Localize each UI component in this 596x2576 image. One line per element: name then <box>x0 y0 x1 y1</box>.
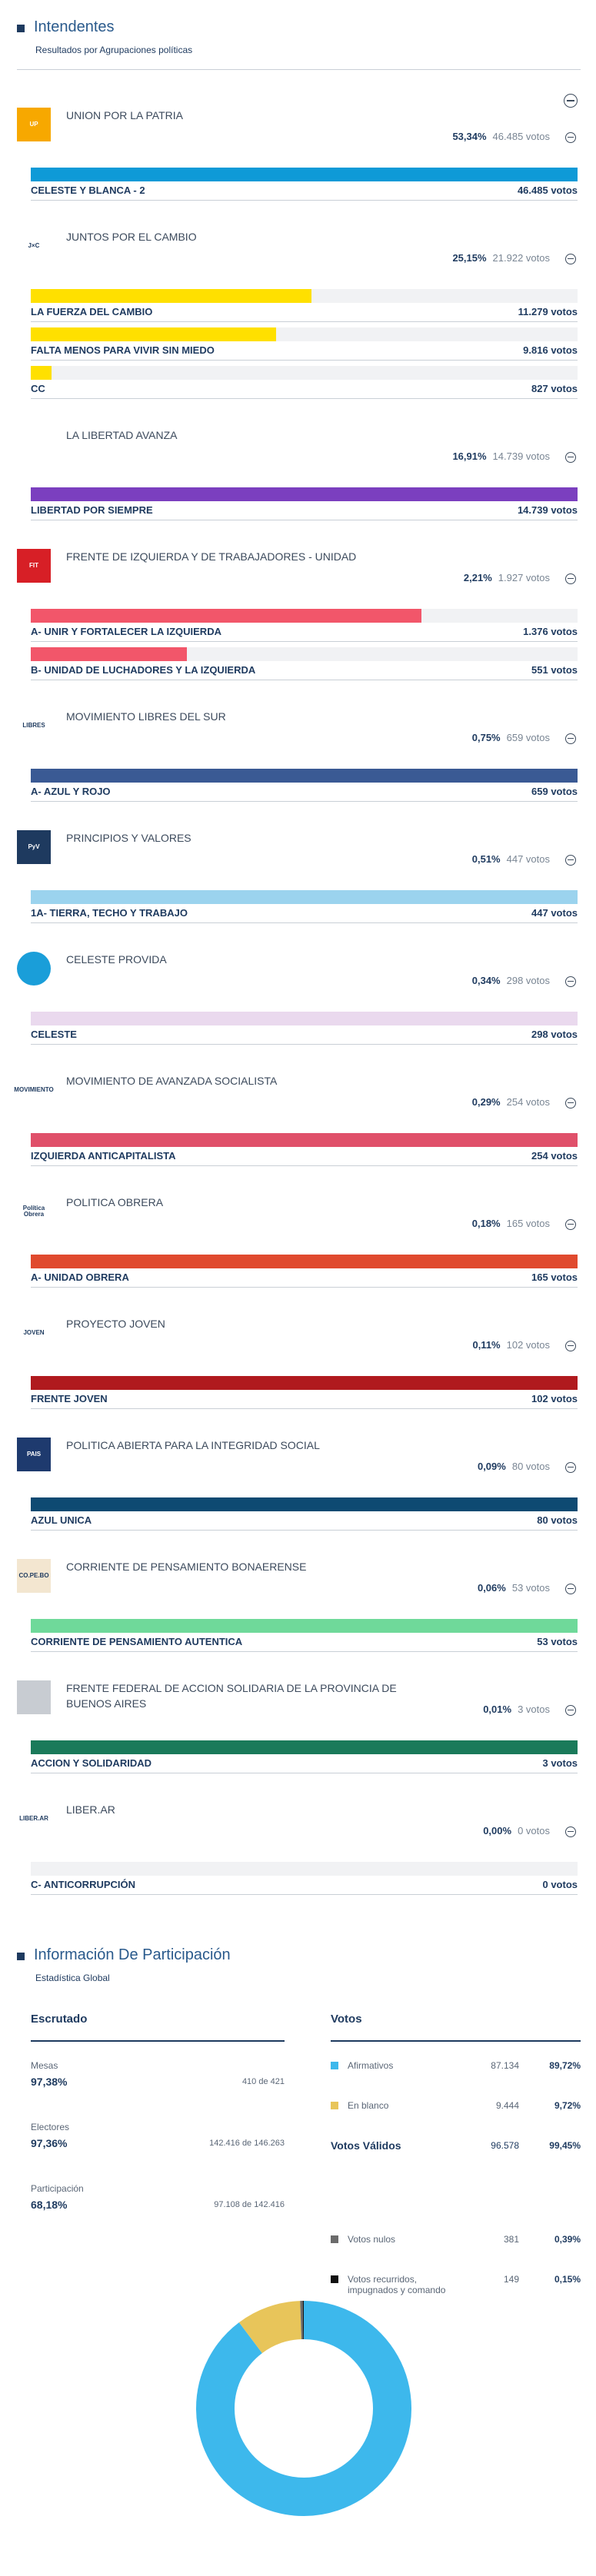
participacion-subtitle: Estadística Global <box>35 1973 110 1983</box>
nulos-pct: 0,39% <box>554 2234 581 2245</box>
agrupacion-item <box>0 1414 596 1536</box>
participacion-detail: 97.108 de 142.416 <box>214 2200 285 2209</box>
lista-votos: 1.376 votos <box>523 626 578 637</box>
lista-bar-fill <box>31 1376 578 1390</box>
agrupacion-stats <box>472 975 550 986</box>
agrupacion-stats <box>472 1339 550 1351</box>
mesas-stat <box>31 2042 285 2103</box>
electores-label: Electores <box>31 2122 70 2132</box>
lista-bar-fill <box>31 1497 578 1511</box>
lista-votos: 827 votos <box>531 383 578 394</box>
agrupacion-item <box>0 206 596 404</box>
agrupacion-stats <box>452 131 550 142</box>
agrupacion-pct: 0,75% <box>471 732 501 743</box>
agrupacion-stats <box>452 450 550 462</box>
agrupacion-logo <box>17 1680 51 1714</box>
lista-name: AZUL UNICA <box>31 1514 92 1526</box>
divider <box>31 1530 578 1531</box>
lista-row <box>31 1491 578 1530</box>
electores-stat <box>31 2103 285 2165</box>
blanco-pct: 9,72% <box>554 2100 581 2111</box>
collapse-icon[interactable] <box>565 1341 576 1351</box>
participacion-header <box>0 1928 596 2013</box>
lista-name: 1A- TIERRA, TECHO Y TRABAJO <box>31 907 188 919</box>
agrupacion-logo-text: CO.PE.BO <box>18 1572 49 1579</box>
collapse-icon[interactable] <box>565 132 576 143</box>
blanco-row <box>331 2082 581 2122</box>
agrupacion-logo <box>17 108 51 141</box>
agrupacion-item <box>0 1050 596 1172</box>
agrupacion-stats <box>483 1825 550 1836</box>
lista-row <box>31 1613 578 1651</box>
agrupacion-votos: 1.927 votos <box>498 572 550 583</box>
agrupacion-logo <box>17 427 51 461</box>
collapse-icon[interactable] <box>565 254 576 264</box>
donut-svg <box>192 2297 415 2520</box>
lista-name: CORRIENTE DE PENSAMIENTO AUTENTICA <box>31 1636 243 1647</box>
lista-name: LIBERTAD POR SIEMPRE <box>31 504 153 516</box>
agrupacion-stats <box>452 252 550 264</box>
lista-row <box>31 321 578 360</box>
votos-donut-chart <box>0 2266 596 2558</box>
lista-name: A- UNIDAD OBRERA <box>31 1271 129 1283</box>
divider <box>31 1408 578 1409</box>
lista-bar-track <box>31 1862 578 1876</box>
agrupacion-name: CELESTE PROVIDA <box>66 953 167 966</box>
donut-slice-afirmativos[interactable] <box>215 2320 392 2497</box>
lista-votos: 46.485 votos <box>517 184 578 196</box>
agrupacion-item <box>0 1779 596 1900</box>
agrupacion-pct: 16,91% <box>452 450 487 462</box>
agrupacion-stats <box>472 1096 550 1108</box>
lista-votos: 165 votos <box>531 1271 578 1283</box>
lista-name: IZQUIERDA ANTICAPITALISTA <box>31 1150 176 1162</box>
agrupacion-logo-text: PAIS <box>26 1451 42 1458</box>
lista-name: B- UNIDAD DE LUCHADORES Y LA IZQUIERDA <box>31 664 256 676</box>
lista-row <box>31 360 578 398</box>
intendentes-header <box>0 0 596 85</box>
agrupacion-logo <box>17 709 51 743</box>
afirmativos-label: Afirmativos <box>348 2060 394 2071</box>
agrupacion-logo-text: Política Obrera <box>22 1205 45 1218</box>
participacion-title: Información De Participación <box>34 1946 231 1963</box>
agrupacion-logo-text: PyV <box>28 843 40 850</box>
agrupacion-pct: 0,11% <box>472 1339 501 1351</box>
electores-pct: 97,36% <box>31 2137 68 2149</box>
lista-name: ACCION Y SOLIDARIDAD <box>31 1757 151 1769</box>
agrupacion-item <box>0 526 596 686</box>
agrupacion-logo-text: J×C <box>28 242 40 249</box>
agrupacion-pct: 2,21% <box>463 572 492 583</box>
agrupacion-header[interactable] <box>0 929 596 1005</box>
agrupacion-votos: 53 votos <box>511 1582 550 1594</box>
agrupacion-pct: 53,34% <box>452 131 487 142</box>
mesas-label: Mesas <box>31 2060 58 2071</box>
lista-votos: 9.816 votos <box>523 344 578 356</box>
agrupacion-logo <box>17 952 51 986</box>
lista-votos: 14.739 votos <box>517 504 578 516</box>
agrupacion-name: LIBER.AR <box>66 1803 115 1816</box>
lista-name: A- AZUL Y ROJO <box>31 786 111 797</box>
collapse-icon[interactable] <box>565 573 576 584</box>
lista-bar-fill <box>31 647 187 661</box>
nulos-swatch <box>331 2235 338 2243</box>
mesas-detail: 410 de 421 <box>241 2077 285 2086</box>
nulos-label: Votos nulos <box>348 2234 396 2245</box>
lista-row <box>31 1127 578 1165</box>
agrupacion-logo-text: FIT <box>29 562 38 569</box>
lista-row <box>31 1370 578 1408</box>
agrupacion-header[interactable] <box>0 1779 596 1856</box>
agrupacion-votos: 3 votos <box>518 1703 550 1715</box>
nulos-num: 381 <box>503 2234 519 2245</box>
agrupacion-name: CORRIENTE DE PENSAMIENTO BONAERENSE <box>66 1561 307 1573</box>
agrupacion-stats <box>472 853 550 865</box>
lista-bar-fill <box>31 1012 578 1025</box>
agrupacion-logo-text: UP <box>29 121 38 128</box>
lista-bar-fill <box>31 1619 578 1633</box>
recurridos-label: Votos recurridos, impugnados y comando <box>348 2274 446 2295</box>
lista-votos: 551 votos <box>531 664 578 676</box>
lista-row <box>31 283 578 321</box>
afirmativos-pct: 89,72% <box>549 2060 581 2071</box>
collapse-icon[interactable] <box>565 1462 576 1473</box>
agrupacion-logo-text: LIBER.AR <box>19 1815 48 1822</box>
agrupacion-name: FRENTE DE IZQUIERDA Y DE TRABAJADORES - UNIDAD <box>66 550 357 563</box>
page-title: Intendentes <box>34 18 115 35</box>
divider <box>31 1651 578 1652</box>
participacion-pct: 68,18% <box>31 2199 68 2211</box>
agrupacion-stats <box>483 1703 550 1715</box>
blanco-swatch <box>331 2102 338 2109</box>
agrupacion-votos: 447 votos <box>506 853 550 865</box>
lista-bar-fill <box>31 168 578 181</box>
donut-slice-blanco[interactable] <box>251 2320 301 2338</box>
agrupacion-name: PRINCIPIOS Y VALORES <box>66 832 191 844</box>
escrutado-title: Escrutado <box>31 2013 88 2026</box>
lista-votos: 254 votos <box>531 1150 578 1162</box>
collapse-icon[interactable] <box>565 976 576 987</box>
lista-row <box>31 641 578 680</box>
divider <box>31 1287 578 1288</box>
agrupacion-stats <box>464 572 550 583</box>
lista-bar-fill <box>31 289 311 303</box>
agrupacion-header[interactable] <box>0 206 596 283</box>
collapse-icon[interactable] <box>565 733 576 744</box>
nulos-row <box>331 2215 581 2255</box>
afirmativos-num: 87.134 <box>491 2060 519 2071</box>
agrupacion-stats <box>472 732 550 743</box>
lista-name: FALTA MENOS PARA VIVIR SIN MIEDO <box>31 344 215 356</box>
agrupacion-name: JUNTOS POR EL CAMBIO <box>66 231 197 243</box>
lista-votos: 3 votos <box>542 1757 578 1769</box>
lista-bar-fill <box>31 327 276 341</box>
agrupacion-pct: 25,15% <box>452 252 487 264</box>
section-marker <box>17 1953 25 1960</box>
collapse-icon[interactable] <box>565 1826 576 1837</box>
agrupacion-stats <box>472 1218 550 1229</box>
lista-bar-fill <box>31 1255 578 1268</box>
mesas-pct: 97,38% <box>31 2076 68 2088</box>
recurridos-num: 149 <box>503 2274 519 2285</box>
agrupacion-pct: 0,06% <box>477 1582 506 1594</box>
divider <box>31 200 578 201</box>
agrupacion-votos: 21.922 votos <box>492 252 550 264</box>
agrupacion-logo <box>17 1195 51 1228</box>
collapse-icon[interactable] <box>565 855 576 866</box>
agrupacion-header[interactable] <box>0 1657 596 1734</box>
collapse-icon[interactable] <box>565 1219 576 1230</box>
participacion-label: Participación <box>31 2183 84 2194</box>
agrupacion-header[interactable] <box>0 1172 596 1248</box>
agrupacion-pct: 0,51% <box>471 853 501 865</box>
agrupacion-votos: 254 votos <box>506 1096 550 1108</box>
agrupacion-pct: 0,01% <box>483 1703 512 1715</box>
lista-row <box>31 1734 578 1773</box>
escrutado-column <box>31 2013 285 2226</box>
agrupacion-item <box>0 1536 596 1657</box>
agrupacion-name: MOVIMIENTO DE AVANZADA SOCIALISTA <box>66 1075 278 1087</box>
participacion-stat <box>31 2165 285 2226</box>
collapse-icon[interactable] <box>565 1584 576 1594</box>
lista-bar-fill <box>31 366 52 380</box>
agrupacion-pct: 0,00% <box>483 1825 512 1836</box>
lista-row <box>31 1005 578 1044</box>
agrupacion-pct: 0,34% <box>471 975 501 986</box>
agrupacion-logo <box>17 830 51 864</box>
agrupacion-name: PROYECTO JOVEN <box>66 1318 165 1330</box>
lista-votos: 0 votos <box>542 1879 578 1890</box>
agrupacion-pct: 0,18% <box>471 1218 501 1229</box>
agrupacion-header[interactable] <box>0 1536 596 1613</box>
lista-votos: 659 votos <box>531 786 578 797</box>
agrupacion-stats <box>478 1461 550 1472</box>
agrupacion-votos: 14.739 votos <box>492 450 550 462</box>
validos-label: Votos Válidos <box>331 2139 401 2152</box>
agrupacion-item <box>0 929 596 1050</box>
agrupacion-header[interactable] <box>0 85 596 161</box>
validos-num: 96.578 <box>491 2140 519 2151</box>
agrupacion-header[interactable] <box>0 1050 596 1127</box>
lista-row <box>31 481 578 520</box>
lista-name: CELESTE Y BLANCA - 2 <box>31 184 145 196</box>
votos-title: Votos <box>331 2013 362 2026</box>
lista-votos: 102 votos <box>531 1393 578 1404</box>
lista-row <box>31 161 578 200</box>
agrupacion-header[interactable] <box>0 526 596 603</box>
agrupacion-logo-text: MOVIMIENTO <box>14 1086 54 1093</box>
lista-name: CC <box>31 383 45 394</box>
agrupacion-logo <box>17 1438 51 1471</box>
divider <box>31 922 578 923</box>
agrupacion-name: FRENTE FEDERAL DE ACCION SOLIDARIA DE LA PROVINCIA DE BUENOS AIRES <box>66 1682 397 1710</box>
collapse-icon[interactable] <box>565 1098 576 1109</box>
agrupacion-logo-text: JOVEN <box>23 1329 45 1336</box>
agrupacion-votos: 298 votos <box>506 975 550 986</box>
recurridos-pct: 0,15% <box>554 2274 581 2285</box>
agrupacion-logo <box>17 229 51 263</box>
lista-name: LA FUERZA DEL CAMBIO <box>31 306 153 317</box>
lista-votos: 11.279 votos <box>518 306 578 317</box>
validos-row <box>331 2122 581 2162</box>
agrupacion-item <box>0 85 596 206</box>
agrupacion-header[interactable] <box>0 807 596 884</box>
participacion-panel <box>0 2013 596 2295</box>
blanco-num: 9.444 <box>495 2100 519 2111</box>
lista-bar-track <box>31 366 578 380</box>
divider <box>31 1894 578 1895</box>
agrupacion-name: MOVIMIENTO LIBRES DEL SUR <box>66 710 226 723</box>
lista-bar-fill <box>31 487 578 501</box>
agrupacion-votos: 102 votos <box>506 1339 550 1351</box>
lista-name: C- ANTICORRUPCIÓN <box>31 1879 136 1890</box>
agrupacion-item <box>0 1293 596 1414</box>
lista-row <box>31 603 578 641</box>
collapse-icon[interactable] <box>565 1705 576 1716</box>
agrupacion-header[interactable] <box>0 1414 596 1491</box>
lista-name: CELESTE <box>31 1029 77 1040</box>
agrupacion-votos: 46.485 votos <box>492 131 550 142</box>
section-marker <box>17 25 25 32</box>
lista-row <box>31 1856 578 1894</box>
blanco-label: En blanco <box>348 2100 389 2111</box>
agrupacion-name: POLITICA OBRERA <box>66 1196 164 1208</box>
lista-row <box>31 763 578 801</box>
lista-bar-fill <box>31 769 578 783</box>
lista-votos: 53 votos <box>537 1636 578 1647</box>
votos-column <box>331 2013 581 2295</box>
agrupacion-name: LA LIBERTAD AVANZA <box>66 429 178 441</box>
agrupacion-name: UNION POR LA PATRIA <box>66 109 183 121</box>
divider <box>17 69 581 70</box>
lista-bar-fill <box>31 1133 578 1147</box>
spacer <box>331 2162 581 2215</box>
lista-votos: 298 votos <box>531 1029 578 1040</box>
agrupacion-votos: 80 votos <box>511 1461 550 1472</box>
divider <box>31 1165 578 1166</box>
agrupacion-item <box>0 686 596 807</box>
lista-votos: 447 votos <box>531 907 578 919</box>
divider <box>31 801 578 802</box>
validos-pct: 99,45% <box>549 2140 581 2151</box>
page-subtitle: Resultados por Agrupaciones políticas <box>35 45 193 55</box>
agrupacion-logo <box>14 1073 54 1107</box>
lista-name: FRENTE JOVEN <box>31 1393 108 1404</box>
lista-name: A- UNIR Y FORTALECER LA IZQUIERDA <box>31 626 221 637</box>
agrupacion-item <box>0 807 596 929</box>
agrupacion-header[interactable] <box>0 686 596 763</box>
divider <box>31 398 578 399</box>
lista-bar-fill <box>31 1740 578 1754</box>
agrupacion-pct: 0,09% <box>477 1461 506 1472</box>
divider <box>31 1044 578 1045</box>
lista-bar-fill <box>31 609 421 623</box>
agrupacion-item <box>0 1657 596 1779</box>
collapse-icon[interactable] <box>565 452 576 463</box>
agrupacion-logo <box>17 1559 51 1593</box>
agrupacion-name: POLITICA ABIERTA PARA LA INTEGRIDAD SOCIAL <box>66 1439 320 1451</box>
agrupacion-votos: 0 votos <box>518 1825 550 1836</box>
agrupacion-votos: 165 votos <box>506 1218 550 1229</box>
agrupacion-logo <box>17 1802 51 1836</box>
afirmativos-row <box>331 2042 581 2082</box>
agrupacion-header[interactable] <box>0 1293 596 1370</box>
agrupacion-logo <box>17 549 51 583</box>
agrupacion-logo-text: LIBRES <box>22 722 45 729</box>
agrupacion-header[interactable] <box>0 404 596 481</box>
agrupaciones-list <box>0 85 596 1900</box>
afirmativos-swatch <box>331 2062 338 2069</box>
lista-row <box>31 884 578 922</box>
lista-row <box>31 1248 578 1287</box>
agrupacion-logo <box>17 1316 51 1350</box>
lista-votos: 80 votos <box>537 1514 578 1526</box>
agrupacion-item <box>0 1172 596 1293</box>
agrupacion-item <box>0 404 596 526</box>
agrupacion-votos: 659 votos <box>506 732 550 743</box>
lista-bar-fill <box>31 890 578 904</box>
agrupacion-stats <box>478 1582 550 1594</box>
agrupacion-pct: 0,29% <box>471 1096 501 1108</box>
electores-detail: 142.416 de 146.263 <box>209 2139 285 2148</box>
